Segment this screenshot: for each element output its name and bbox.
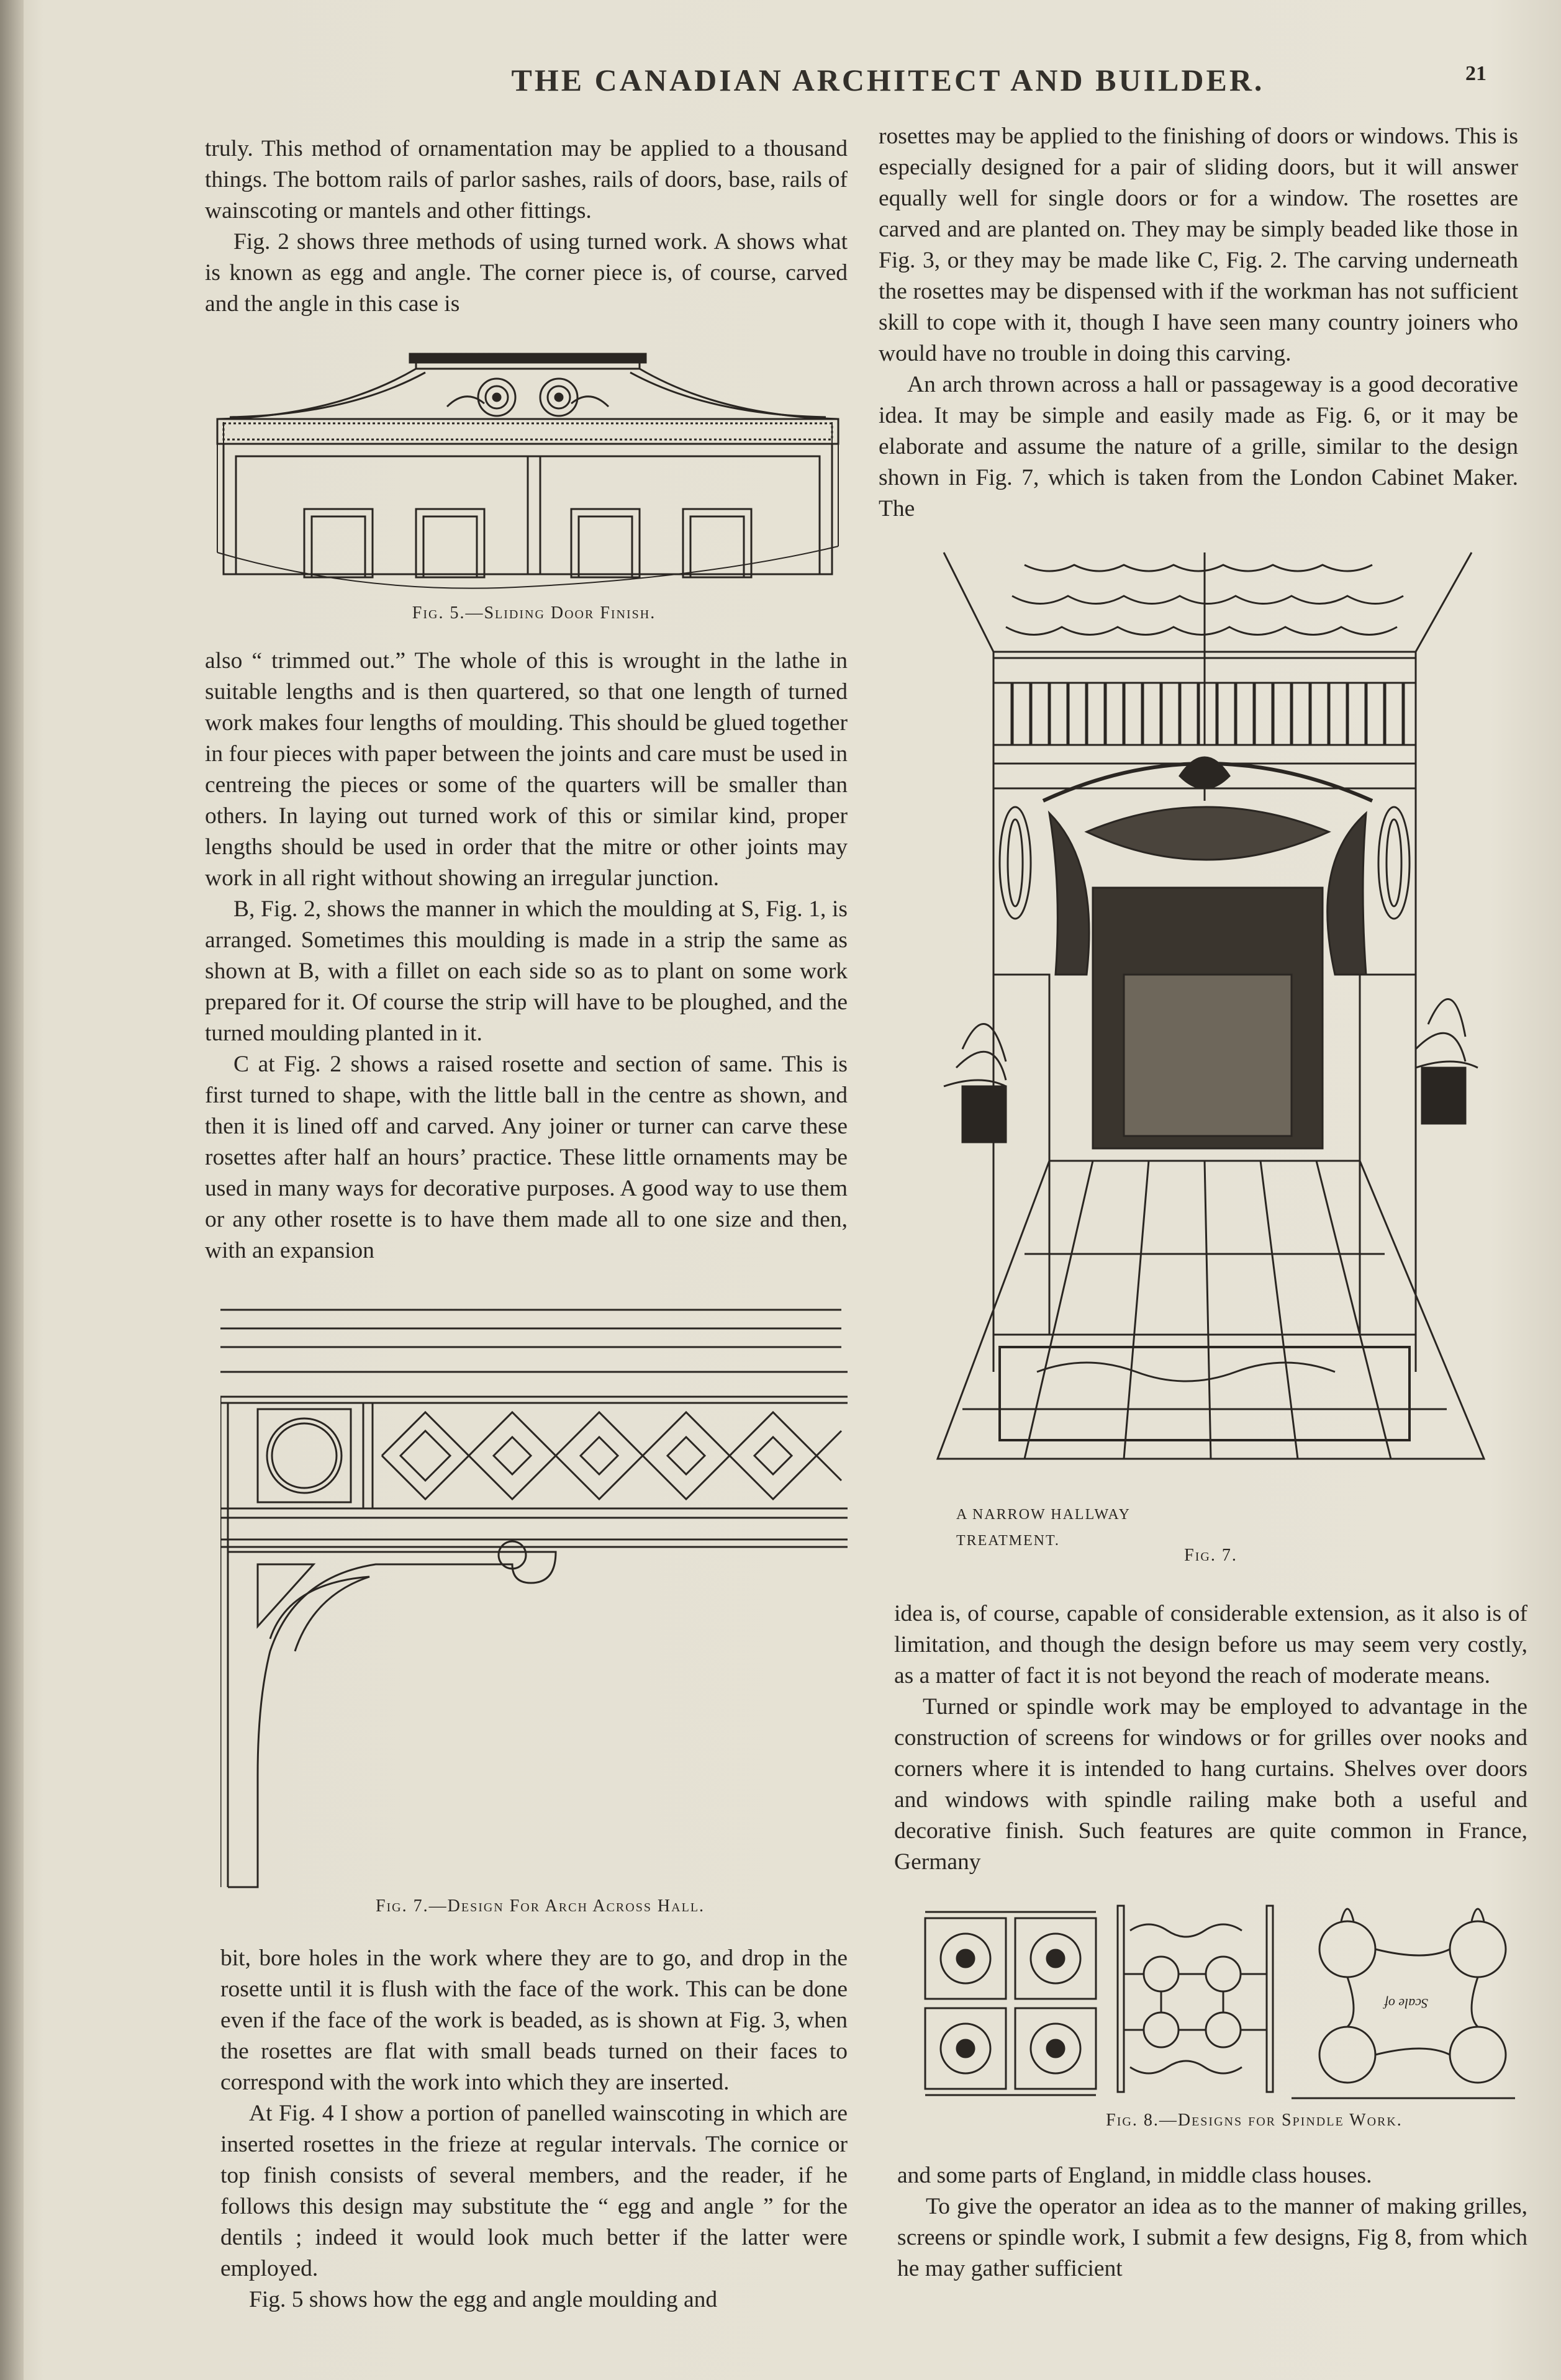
arch-drawing — [220, 1304, 854, 1900]
left-column-block-3 — [220, 1943, 848, 2315]
paragraph: and some parts of England, in middle class houses. — [897, 2163, 1372, 2188]
paragraph: idea is, of course, capable of considerable extension, as it also is of limitation, and though the design before us may seem very costly, as a matter of fact it is not beyond the reach of moderate means. — [894, 1601, 1527, 1688]
right-column-block-1 — [879, 121, 1518, 525]
fig7-hallway-caption: Fig. 7. — [1184, 1546, 1237, 1565]
paragraph: also “ trimmed out.” The whole of this is wrought in the lathe in suitable lengths and is then quartered, so that one length of turned work makes four lengths of moulding. This should be glued together in four pieces with paper between the joints and care must be used in centreing the pieces or some of the quarters will be smaller than others. In laying out turned work of this or similar kind, proper lengths should be used in order that the mitre or other joints may work in all right without showing an irregular junction. — [205, 648, 848, 891]
left-column-block-2 — [205, 646, 848, 1266]
paragraph: C at Fig. 2 shows a raised rosette and section of same. This is first turned to shape, with the little ball in the centre as shown, and then it is lined off and carved. Any joiner or turner can carve these rosettes after half an hours’ practice. These little ornaments may be used in many ways for decorative purposes. A good way to use them or any other rosette is to have them made all to one size and then, with an expansion — [205, 1052, 848, 1263]
fig7-arch-caption: Fig. 7.—Design For Arch Across Hall. — [375, 1896, 705, 1916]
paragraph: At Fig. 4 I show a portion of panelled wainscoting in which are inserted rosettes in the frieze at regular intervals. The cornice or top finish consists of several members, and the reader, if he follows this design may substitute the “ egg and angle ” for the dentils ; indeed it would look much better if the latter were employed. — [220, 2101, 848, 2281]
binding-shadow — [0, 0, 24, 2380]
fig5-caption: Fig. 5.—Sliding Door Finish. — [412, 603, 656, 623]
figure-5-sliding-door-finish — [211, 348, 844, 596]
running-title: THE CANADIAN ARCHITECT AND BUILDER. — [511, 63, 1265, 97]
hallway-label-line-1: A NARROW HALLWAY — [956, 1507, 1131, 1523]
figure-7-hallway-illustration — [900, 540, 1521, 1490]
paragraph: Fig. 2 shows three methods of using turned work. A shows what is known as egg and angle. The corner piece is, of course, carved and the angle in this case is — [205, 229, 848, 317]
paragraph: rosettes may be applied to the finishing of doors or windows. This is especially designed for a pair of sliding doors, but it will answer equally well for single doors or for a window. The rosettes are carved and are planted on. They may be simply beaded like those in Fig. 3, or they may be made like C, Fig. 2. The carving underneath the rosettes may be dispensed with if the workman has not sufficient skill to cope with it, though I have seen many country joiners who would have no trouble in doing this carving. — [879, 124, 1518, 366]
sliding-door-drawing — [211, 348, 844, 596]
page-number: 21 — [1465, 62, 1486, 85]
paragraph: Turned or spindle work may be employed to advantage in the construction of screens for windows or for grilles over nooks and corners where it is intended to hang curtains. Shelves over doors and windows with spindle railing make both a useful and decorative finish. Such features are quite common in France, Germany — [894, 1694, 1527, 1875]
paragraph: truly. This method of ornamentation may be applied to a thousand things. The bottom rails of parlor sashes, rails of doors, base, rails of wainscoting or mantels and other fittings. — [205, 136, 848, 223]
paragraph: bit, bore holes in the work where they are to go, and drop in the rosette until it is flush with the face of the work. This can be done even if the face of the work is beaded, as is shown at Fig. 3, when the rosettes are flat with small beads turned on their faces to correspond with the work into which they are inserted. — [220, 1945, 848, 2095]
scale-text: Scale of — [1384, 1996, 1428, 2011]
hallway-label-line-2: TREATMENT. — [956, 1533, 1060, 1549]
paragraph: Fig. 5 shows how the egg and angle moulding and — [249, 2287, 718, 2312]
fig8-caption: Fig. 8.—Designs for Spindle Work. — [1106, 2111, 1403, 2130]
hallway-drawing — [900, 540, 1521, 1490]
figure-7-arch-design — [220, 1304, 854, 1900]
paragraph: B, Fig. 2, shows the manner in which the moulding at S, Fig. 1, is arranged. Sometimes this moulding is made in a strip the same as shown at B, with a fillet on each side so as to plant on some work prepared for it. Of course the strip will have to be ploughed, and the turned moulding planted in it. — [205, 896, 848, 1046]
right-column-block-2 — [894, 1598, 1527, 1878]
paragraph: An arch thrown across a hall or passageway is a good decorative idea. It may be simple and easily made as Fig. 6, or it may be elaborate and assume the nature of a grille, similar to the design shown in Fig. 7, which is taken from the London Cabinet Maker. The — [879, 372, 1518, 521]
figure-8-spindle-work — [919, 1893, 1527, 2104]
left-column-block-1 — [205, 133, 848, 320]
right-column-block-3 — [897, 2160, 1527, 2284]
paragraph: To give the operator an idea as to the manner of making grilles, screens or spindle work, I submit a few designs, Fig 8, from which he may gather sufficient — [897, 2194, 1527, 2281]
spindle-work-drawing — [919, 1893, 1527, 2104]
